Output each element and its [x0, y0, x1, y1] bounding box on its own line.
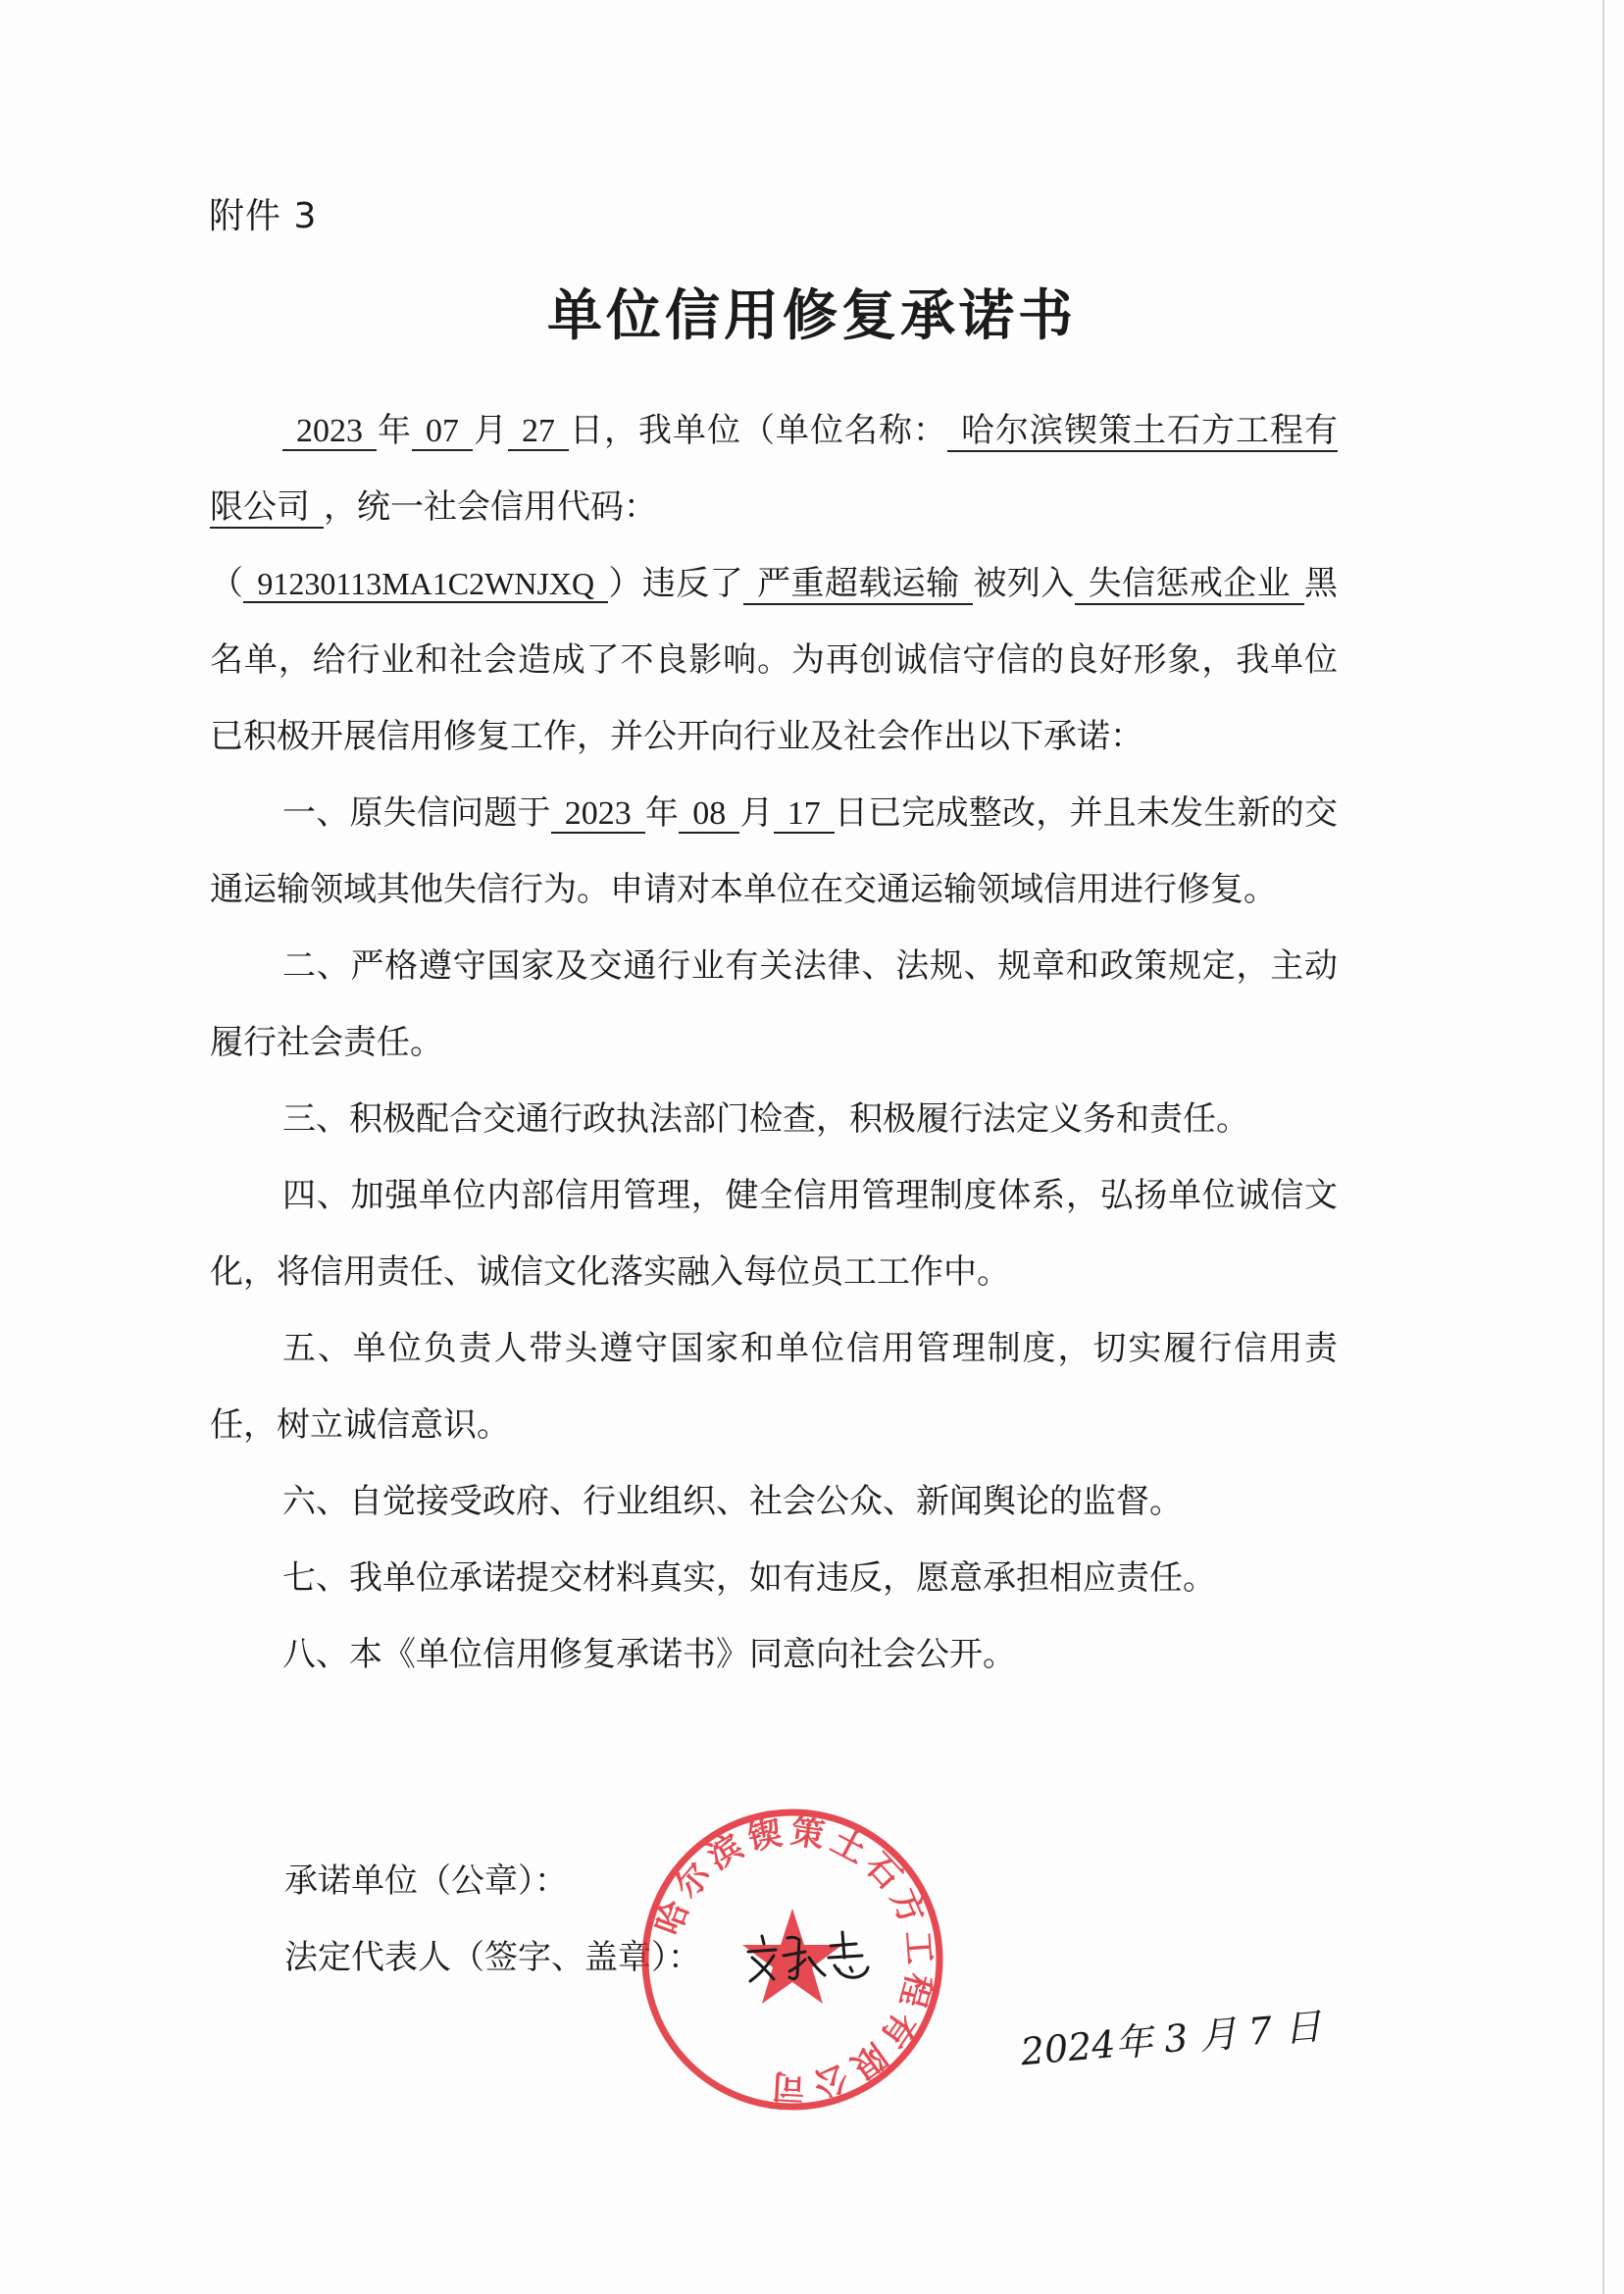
- item-1-month-char: 月: [739, 793, 774, 833]
- document-body: [210, 392, 1338, 1693]
- item-1-day: 17: [774, 795, 835, 834]
- violation: 严重超载运输: [743, 564, 973, 605]
- credit-code: 91230113MA1C2WNJXQ: [243, 566, 608, 603]
- item-7: 七、我单位承诺提交材料真实，如有违反，愿意承担相应责任。: [282, 1558, 1216, 1598]
- intro-month-char: 月: [473, 411, 508, 450]
- item-3: 三、积极配合交通行政执法部门检查，积极履行法定义务和责任。: [282, 1099, 1249, 1139]
- item-1: [210, 775, 1338, 928]
- seal-text: 哈尔滨锲策土石方工程有限公司: [648, 1811, 940, 2107]
- attachment-label: 附件 3: [209, 196, 318, 236]
- intro-year-char: 年: [377, 411, 412, 450]
- intro-rest: 黑名单，给行业和社会造成了不良影响。为再创诚信守信的良好形象，我单位已积极开展信用修复工作，并公开向行业及社会作出以下承诺：: [210, 564, 1339, 756]
- intro-year: 2023: [282, 413, 377, 451]
- signed-date: 2024年 3 月 7 日: [1018, 2004, 1324, 2074]
- legal-rep-label: 法定代表人（签字、盖章）：: [284, 1938, 701, 1977]
- intro-month: 07: [412, 413, 473, 451]
- listed-text: 被列入: [973, 564, 1075, 603]
- credit-code-label: ，统一社会信用代码：: [324, 487, 657, 527]
- item-4: 四、加强单位内部信用管理，健全信用管理制度体系，弘扬单位诚信文化，将信用责任、诚信文化落实融入每位员工工作中。: [210, 1176, 1338, 1292]
- intro-day-text: 日，我单位（单位名称：: [569, 411, 947, 450]
- scan-edge-line: [1602, 0, 1604, 2294]
- item-1-prefix: 一、原失信问题于: [282, 793, 551, 833]
- intro-paragraph: [210, 392, 1338, 775]
- list-name: 失信惩戒企业: [1075, 564, 1304, 605]
- item-6: 六、自觉接受政府、行业组织、社会公众、新闻舆论的监督。: [282, 1482, 1183, 1521]
- item-2: 二、严格遵守国家及交通行业有关法律、法规、规章和政策规定，主动履行社会责任。: [210, 946, 1338, 1062]
- handwritten-signature: [740, 1922, 878, 1991]
- item-1-rest: 日已完成整改，并且未发生新的交通运输领域其他失信行为。申请对本单位在交通运输领域信用进行修复。: [210, 793, 1339, 909]
- credit-code-paren: （: [210, 564, 244, 603]
- item-8: 八、本《单位信用修复承诺书》同意向社会公开。: [282, 1635, 1016, 1674]
- violation-text: ）违反了: [608, 564, 744, 603]
- item-1-year-char: 年: [644, 793, 680, 833]
- item-1-year: 2023: [551, 795, 645, 834]
- document-title: 单位信用修复承诺书: [547, 284, 1077, 348]
- company-name: 哈尔滨锲策土石方工程有限公司: [210, 411, 1338, 527]
- item-1-month: 08: [679, 795, 739, 834]
- commitment-unit-label: 承诺单位（公章）：: [284, 1861, 568, 1901]
- item-5: 五、单位负责人带头遵守国家和单位信用管理制度，切实履行信用责任，树立诚信意识。: [210, 1329, 1338, 1445]
- intro-day: 27: [508, 413, 569, 451]
